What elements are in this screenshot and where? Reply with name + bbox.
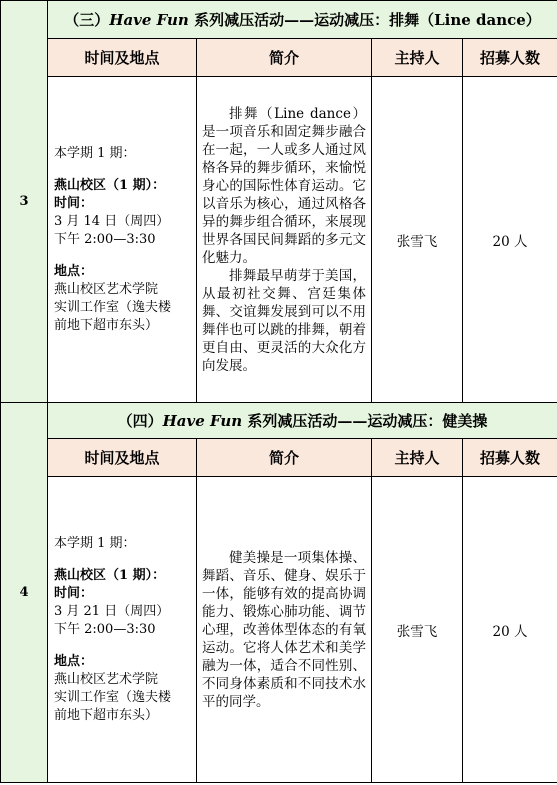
- header-host: 主持人: [372, 439, 463, 477]
- date-text: 3 月 14 日（周四）: [54, 213, 170, 229]
- location-line-1: 燕山校区艺术学院: [54, 671, 159, 687]
- campus-text: 燕山校区（1 期）：: [54, 177, 166, 193]
- date-text: 3 月 21 日（周四）: [54, 603, 170, 619]
- header-host: 主持人: [372, 39, 463, 77]
- section-number: 3: [1, 1, 48, 403]
- host-cell: 张雪飞: [372, 77, 463, 403]
- section-3-body-row: [1, 77, 557, 403]
- time-location-cell: [48, 77, 197, 403]
- header-quota: 招募人数: [463, 439, 557, 477]
- intro-paragraph-1: 健美操是一项集体操、舞蹈、音乐、健身、娱乐于一体，能够有效的提高协调能力、锻炼心肺功能、调节心理，改善体型体态的有氧运动。它将人体艺术和美学融为一体，适合不同性别、不同身体素质和不同技术水平的同学。: [202, 549, 366, 710]
- hours-text: 下午 2:00—3:30: [54, 621, 156, 637]
- section-number: 4: [1, 403, 48, 783]
- time-label: 时间：: [54, 585, 94, 601]
- intro-cell: [197, 77, 372, 403]
- location-line-3: 前地下超市东头）: [54, 707, 159, 723]
- location-line-3: 前地下超市东头）: [54, 317, 159, 333]
- section-title: （四）Have Fun 系列减压活动——运动减压：健美操: [48, 403, 557, 439]
- campus-text: 燕山校区（1 期）：: [54, 567, 166, 583]
- time-label: 时间：: [54, 195, 94, 211]
- header-time-location: 时间及地点: [48, 39, 197, 77]
- semester-text: 本学期 1 期：: [54, 145, 136, 161]
- host-cell: 张雪飞: [372, 477, 463, 783]
- time-location-cell: [48, 477, 197, 783]
- intro-cell: [197, 477, 372, 783]
- header-row: [1, 439, 557, 477]
- location-label: 地点：: [54, 263, 94, 279]
- location-line-1: 燕山校区艺术学院: [54, 281, 159, 297]
- quota-cell: 20 人: [463, 477, 557, 783]
- section-title: （三）Have Fun 系列减压活动——运动减压：排舞（Line dance）: [48, 1, 557, 39]
- quota-cell: 20 人: [463, 77, 557, 403]
- location-label: 地点：: [54, 653, 94, 669]
- location-line-2: 实训工作室（逸夫楼: [54, 689, 172, 705]
- location-line-2: 实训工作室（逸夫楼: [54, 299, 172, 315]
- header-quota: 招募人数: [463, 39, 557, 77]
- intro-paragraph-2: 排舞最早萌芽于美国，从最初社交舞、宫廷集体舞、交谊舞发展到可以不用舞伴也可以跳的排舞，朝着更自由、更灵活的大众化方向发展。: [202, 267, 366, 374]
- semester-text: 本学期 1 期：: [54, 535, 136, 551]
- header-time-location: 时间及地点: [48, 439, 197, 477]
- section-4-title-row: [1, 403, 557, 439]
- section-3-title-row: [1, 1, 557, 39]
- section-4-body-row: [1, 477, 557, 783]
- intro-paragraph-1: 排舞（Line dance）是一项音乐和固定舞步融合在一起，一人或多人通过风格各异的舞步循环，来愉悦身心的国际性体育运动。它以音乐为核心，通过风格各异的舞步组合循环，来展现世界各国民间舞蹈的多元文化魅力。: [202, 105, 366, 266]
- hours-text: 下午 2:00—3:30: [54, 231, 156, 247]
- header-row: [1, 39, 557, 77]
- header-intro: 简介: [197, 39, 372, 77]
- header-intro: 简介: [197, 439, 372, 477]
